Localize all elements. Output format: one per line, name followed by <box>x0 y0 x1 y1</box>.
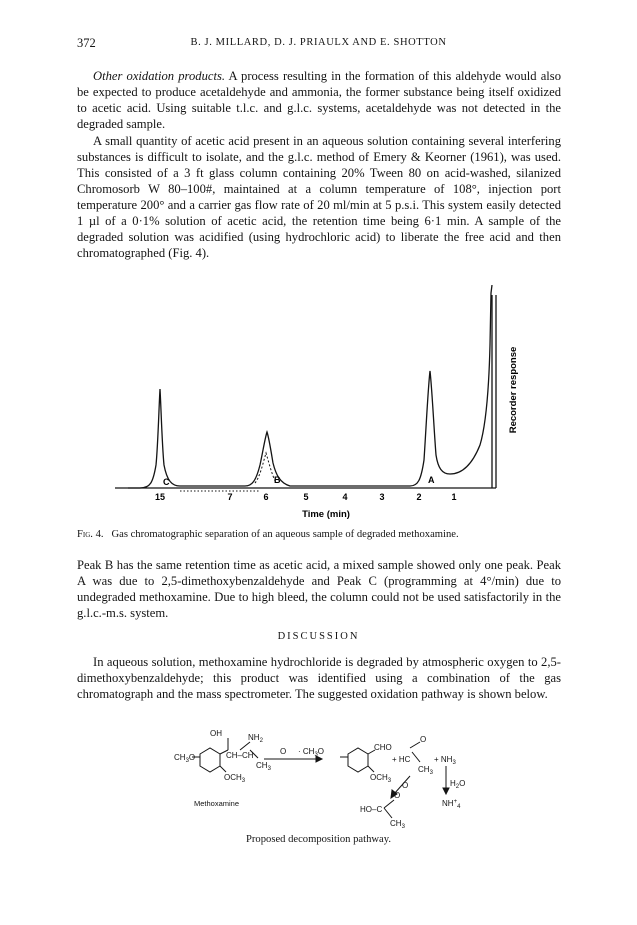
tick-label: 15 <box>154 492 166 502</box>
paragraph-other-oxidation <box>77 68 561 132</box>
paragraph-discussion: In aqueous solution, methoxamine hydrochloride is degraded by atmospheric oxygen to 2,5-dimethoxybenzaldehyde; this product was identified using a combination of the gas chromatograph and the mass spectrometer. The suggested oxidation pathway is shown below. <box>77 655 561 701</box>
tick-label: 6 <box>263 492 269 502</box>
paragraph-body: A process resulting in the formation of this aldehyde would also be expected to produce acetaldehyde and ammonia, the former substance being itself oxidized to acetic acid. Using suitable t.l.c. and g.l.c. systems, acetaldehyde was not detected in the degraded sample. <box>77 69 561 131</box>
tick-label: 3 <box>379 492 385 502</box>
peak-label-a: A <box>428 475 435 485</box>
running-head: B. J. MILLARD, D. J. PRIAULX AND E. SHOTTON <box>190 37 447 48</box>
peak-label-c: C <box>163 477 170 487</box>
scheme-water-label: $H_2O$ <box>450 779 466 790</box>
reaction-scheme <box>170 728 470 833</box>
scheme-acid-oxygen-label: O <box>394 791 401 800</box>
scheme-compound-label: Methoxamine <box>194 799 240 808</box>
scheme-oxidant-label: O <box>280 747 287 756</box>
scheme-ch3o-label: $CH_3O$ <box>174 753 196 764</box>
section-heading-discussion: DISCUSSION <box>277 631 360 642</box>
benzene-ring-aldehyde <box>348 748 368 772</box>
scheme-oxidant-label-2: O <box>402 781 409 790</box>
scheme-ch3-label-2: $CH_3$ <box>418 765 433 776</box>
scheme-cho-label: CHO <box>374 743 392 752</box>
scheme-oxygen-label: O <box>420 735 427 744</box>
tick-label: 5 <box>303 492 309 502</box>
scheme-och3-label-2: $OCH_3$ <box>370 773 392 784</box>
page-number: 372 <box>77 36 96 50</box>
figure-caption-text: Gas chromatographic separation of an aqueous sample of degraded methoxamine. <box>111 529 459 540</box>
tick-label: 7 <box>227 492 233 502</box>
scheme-ammonium-label: $NH^+_4$ <box>442 799 461 810</box>
scheme-och3-label: $OCH_3$ <box>224 773 246 784</box>
paragraph-peak-identification: Peak B has the same retention time as acetic acid, a mixed sample showed only one peak. Peak A was due to 2,5-dimethoxybenzaldehyde and Peak C (programming at 4°/min) due to undegraded methoxamine. Due to high bleed, the column could not be used satisfactorily in the g.l.c.-m.s. system. <box>77 558 561 620</box>
x-axis-title: Time (min) <box>302 509 350 520</box>
scheme-acid-ho-label: HO–C <box>360 805 383 814</box>
paragraph-acetic-acid-method: A small quantity of acetic acid present in an aqueous solution containing several interfering substances is difficult to isolate, and the g.l.c. method of Emery & Keorner (1961), was used. This consisted of a 3 ft glass column containing 20% Tween 80 on acid-washed, silanized Chromosorb W 80–100#, maintained at a column temperature of 108°, injection port temperature 200° and a carrier gas flow rate of 20 ml/min at 5 p.s.i. This system easily detected 1 µl of a 0·1% solution of acetic acid, the retention time being 6·1 min. A sample of the degraded solution was acidified (using hydrochloric acid) to liberate the free acid and then chromatographed (Fig. 4). <box>77 134 561 260</box>
y-axis-title: Recorder response <box>508 346 519 434</box>
chromatogram-figure <box>100 285 540 530</box>
peak-label-b: B <box>274 475 281 485</box>
scheme-oh-label: OH <box>210 729 222 738</box>
scheme-nh2-label: $NH_2$ <box>248 733 263 744</box>
tick-label: 4 <box>342 492 348 502</box>
chromatogram-trace <box>128 285 492 488</box>
scheme-caption: Proposed decomposition pathway. <box>246 834 391 845</box>
figure-caption <box>77 529 567 540</box>
tick-label: 1 <box>451 492 457 502</box>
scheme-acetaldehyde-label: + HC <box>392 755 411 764</box>
benzene-ring-methoxamine <box>200 748 220 772</box>
figure-caption-label: Fig. 4. <box>77 529 104 540</box>
scheme-ch3-label: $CH_3$ <box>256 761 271 772</box>
scheme-reagent-label: · $CH_3O$ <box>298 747 325 758</box>
scheme-side-chain-label: CH–CH <box>226 751 254 760</box>
acetic-acid-reference-curve <box>255 453 276 483</box>
paragraph-heading-italic: Other oxidation products. <box>93 69 226 83</box>
tick-label: 2 <box>416 492 422 502</box>
scheme-acid-ch3-label: $CH_3$ <box>390 819 405 830</box>
scheme-ammonia-label: + $NH_3$ <box>434 755 456 766</box>
